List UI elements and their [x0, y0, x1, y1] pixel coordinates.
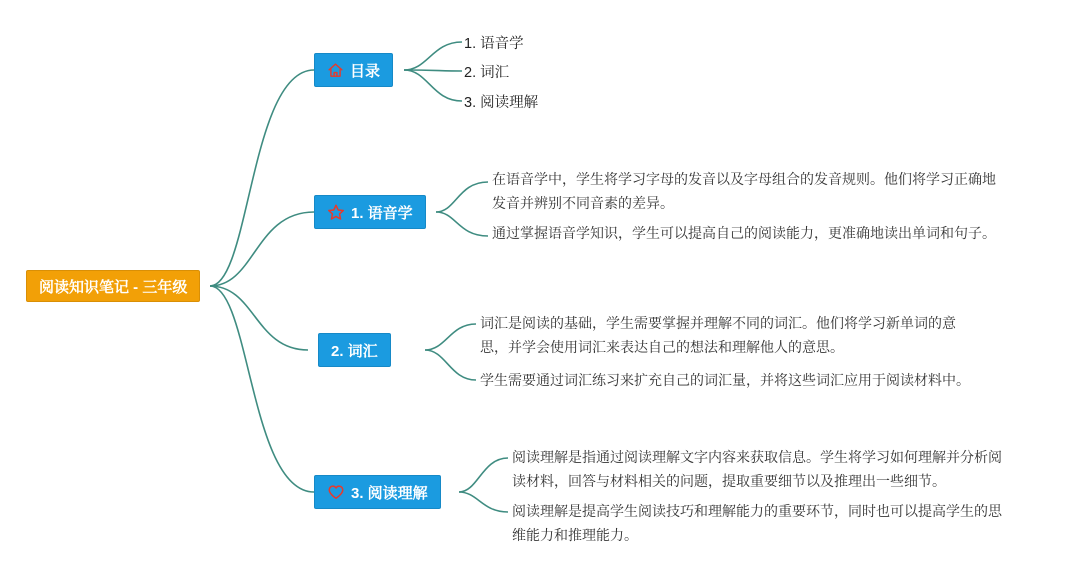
edge-root-comprehension: [210, 286, 314, 492]
root-node-label: 阅读知识笔记 - 三年级: [39, 278, 188, 296]
root-node[interactable]: [26, 270, 200, 302]
edge-root-phonics: [210, 212, 314, 286]
edge-toc-2: [404, 70, 462, 71]
branch-node-phonics[interactable]: [314, 195, 426, 229]
branch-node-label: 3. 阅读理解: [351, 484, 428, 502]
leaf-vocabulary-2: 学生需要通过词汇练习来扩充自己的词汇量，并将这些词汇应用于阅读材料中。: [480, 372, 970, 388]
leaf-phonics-2: 通过掌握语音学知识，学生可以提高自己的阅读能力，更准确地读出单词和句子。: [492, 225, 996, 241]
leaf-vocabulary-1: 词汇是阅读的基础，学生需要掌握并理解不同的词汇。他们将学习新单词的意思，并学会使用词汇来表达自己的想法和理解他人的意思。: [480, 315, 956, 355]
branch-node-vocabulary[interactable]: [318, 333, 391, 367]
edge-toc-3: [404, 70, 462, 101]
star-icon: [327, 203, 345, 221]
leaf-comprehension-1: 阅读理解是指通过阅读理解文字内容来获取信息。学生将学习如何理解并分析阅读材料，回答与材料相关的问题，提取重要细节以及推理出一些细节。: [512, 449, 1002, 489]
edge-phonics-1: [436, 182, 488, 212]
branch-node-toc[interactable]: [314, 53, 393, 87]
edge-vocabulary-2: [425, 350, 476, 380]
branch-node-label: 2. 词汇: [331, 342, 378, 360]
heart-icon: [327, 483, 345, 501]
leaf-comprehension-2: 阅读理解是提高学生阅读技巧和理解能力的重要环节，同时也可以提高学生的思维能力和推理能力。: [512, 503, 1002, 543]
branch-node-label: 目录: [350, 62, 381, 80]
leaf-toc-3: 3. 阅读理解: [464, 95, 539, 111]
leaf-toc-1: 1. 语音学: [464, 36, 524, 52]
edge-phonics-2: [436, 212, 488, 236]
branch-node-label: 1. 语音学: [351, 204, 413, 222]
leaf-phonics-1: 在语音学中，学生将学习字母的发音以及字母组合的发音规则。他们将学习正确地发音并辨别不同音素的差异。: [492, 171, 996, 211]
branch-node-comprehension[interactable]: [314, 475, 441, 509]
edge-root-vocabulary: [210, 286, 308, 350]
edge-vocabulary-1: [425, 324, 476, 350]
edge-comprehension-2: [459, 492, 508, 512]
edge-root-toc: [210, 70, 314, 286]
edge-comprehension-1: [459, 458, 508, 492]
leaf-toc-2: 2. 词汇: [464, 65, 510, 81]
edge-toc-1: [404, 42, 462, 70]
home-icon: [327, 62, 344, 79]
